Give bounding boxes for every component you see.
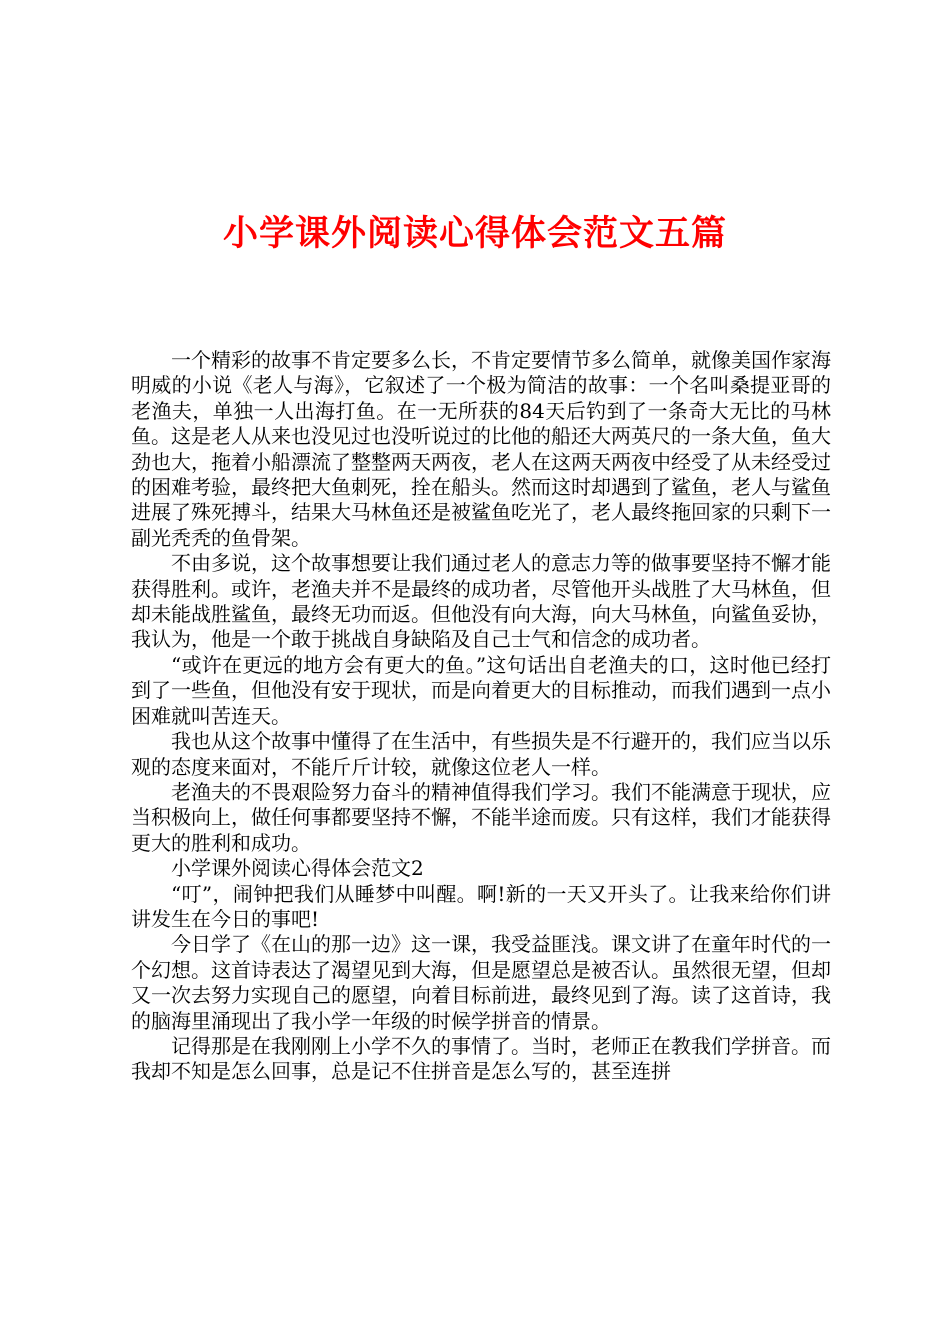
section-heading: 小学课外阅读心得体会范文2 bbox=[171, 856, 424, 881]
document-body bbox=[131, 348, 831, 1085]
paragraph: 老渔夫的不畏艰险努力奋斗的精神值得我们学习。我们不能满意于现状，应当积极向上，做任何事都要坚持不懈，不能半途而废。只有这样，我们才能获得更大的胜利和成功。 bbox=[131, 779, 831, 855]
paragraph: 一个精彩的故事不肯定要多么长，不肯定要情节多么简单，就像美国作家海明威的小说《老人与海》，它叙述了一个极为简洁的故事：一个名叫桑提亚哥的老渔夫，单独一人出海打鱼。在一无所获的84天后钓到了一条奇大无比的马林鱼。这是老人从来也没见过也没听说过的比他的船还大两英尺的一条大鱼，鱼大劲也大，拖着小船漂流了整整两天两夜，老人在这两天两夜中经受了从未经受过的困难考验，最终把大鱼刺死，拴在船头。然而这时却遇到了鲨鱼，老人与鲨鱼进展了殊死搏斗，结果大马林鱼还是被鲨鱼吃光了，老人最终拖回家的只剩下一副光秃秃的鱼骨架。 bbox=[131, 348, 831, 550]
paragraph: “或许在更远的地方会有更大的鱼。”这句话出自老渔夫的口，这时他已经打到了一些鱼，但他没有安于现状，而是向着更大的目标推动，而我们遇到一点小困难就叫苦连天。 bbox=[131, 652, 831, 728]
paragraph: 今日学了《在山的那一边》这一课，我受益匪浅。课文讲了在童年时代的一个幻想。这首诗表达了渴望见到大海，但是愿望总是被否认。虽然很无望，但却又一次去努力实现自己的愿望，向着目标前进，最终见到了海。读了这首诗，我的脑海里涌现出了我小学一年级的时候学拼音的情景。 bbox=[131, 932, 831, 1033]
paragraph: 记得那是在我刚刚上小学不久的事情了。当时，老师正在教我们学拼音。而我却不知是怎么回事，总是记不住拼音是怎么写的，甚至连拼 bbox=[131, 1033, 831, 1084]
paragraph: 我也从这个故事中懂得了在生活中，有些损失是不行避开的，我们应当以乐观的态度来面对，不能斤斤计较，就像这位老人一样。 bbox=[131, 729, 831, 779]
document-title: 小学课外阅读心得体会范文五篇 bbox=[222, 213, 727, 254]
paragraph: 不由多说，这个故事想要让我们通过老人的意志力等的做事要坚持不懈才能获得胜利。或许，老渔夫并不是最终的成功者，尽管他开头战胜了大马林鱼，但却未能战胜鲨鱼，最终无功而返。但他没有向大海，向大马林鱼，向鲨鱼妥协，我认为，他是一个敢于挑战自身缺陷及自己士气和信念的成功者。 bbox=[131, 551, 831, 652]
paragraph: “叮”，闹钟把我们从睡梦中叫醒。啊!新的一天又开头了。让我来给你们讲讲发生在今日的事吧! bbox=[131, 881, 831, 931]
